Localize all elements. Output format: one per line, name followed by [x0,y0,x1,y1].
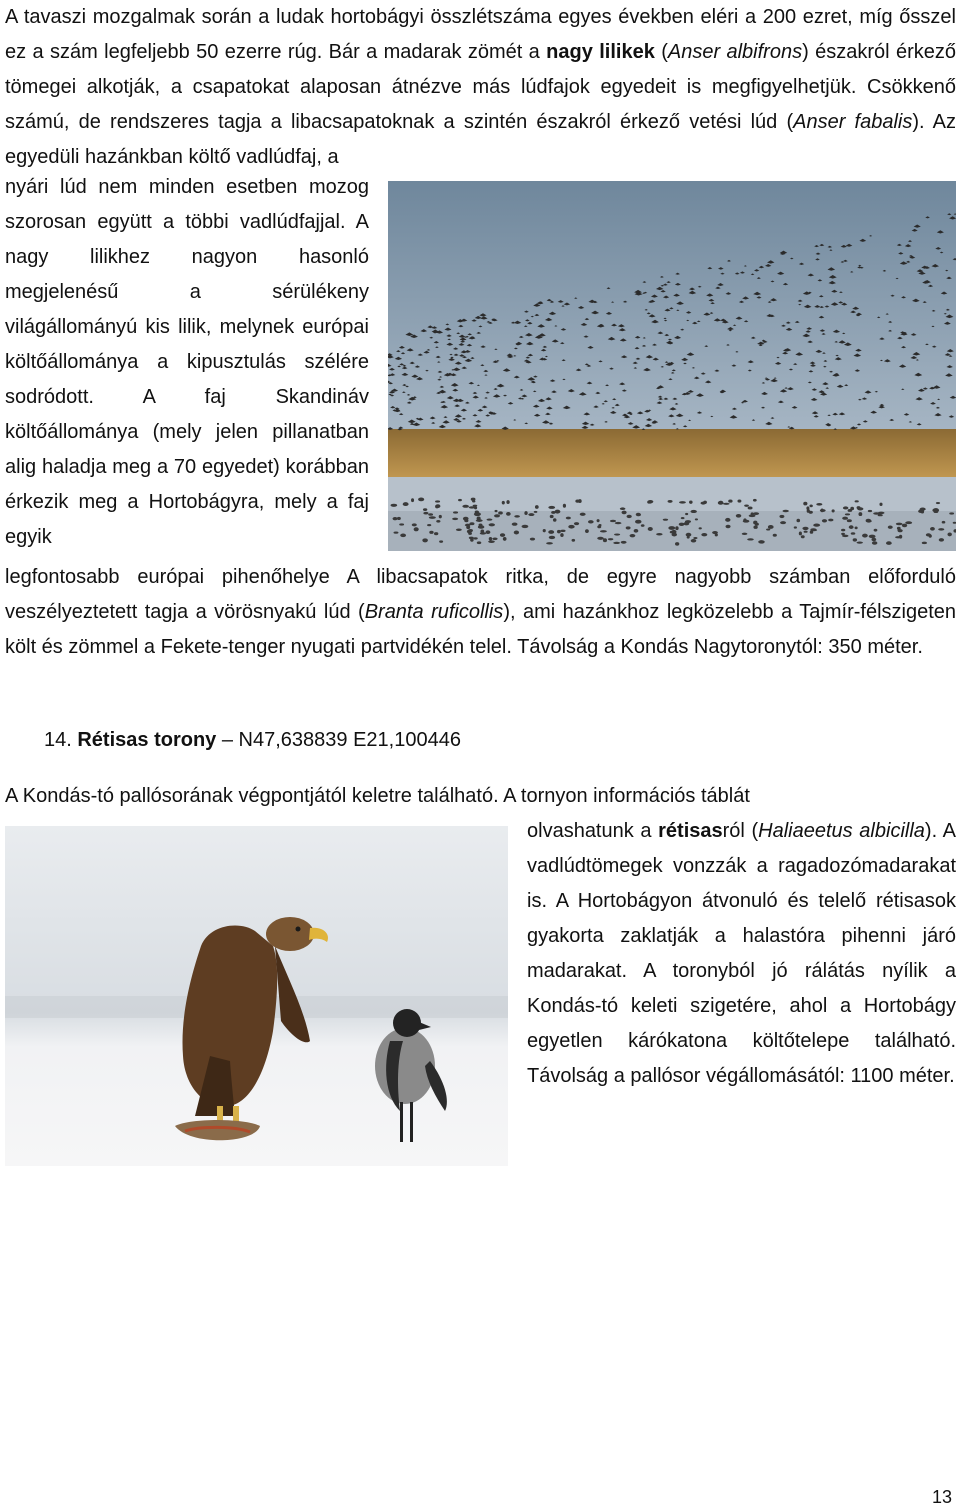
latin-name-haliaeetus-albicilla: Haliaeetus albicilla [758,820,925,842]
section-number: 14. [44,729,78,751]
eagle-and-crow-photo [5,826,508,1166]
paragraph-red-breasted-goose: legfontosabb európai pihenőhelye A libacsapatok ritka, de egyre nagyobb számban előforduló veszélyeztetett tagja a vörösnyakú lúd (Branta ruficollis), ami hazánkhoz legközelebb a Tajmír-félszigeten költ és zömmel a Fekete-tenger nyugati partvidékén telel. Távolság a Kondás Nagytoronytól: 350 méter. [5,566,957,658]
page-number: 13 [931,1487,952,1507]
paragraph-tower-location: A Kondás-tó pallósorának végpontjától keletre található. A tornyon információs táblát [5,785,750,807]
latin-name-anser-fabalis: Anser fabalis [793,111,913,133]
bold-term-retisas: rétisas [658,820,723,842]
bold-term-nagy-lilikek: nagy lilikek [546,41,655,63]
paragraph-white-tailed-eagle: olvashatunk a rétisasról (Haliaeetus albicilla). A vadlúdtömegek vonzzák a ragadozómadarakat is. A Hortobágyon átvonuló és telelő rétisasok gyakorta zaklatják a halastóra pihenni járó madarakat. A toronyból jó rálátás nyílik a Kondás-tó keleti szigetére, ahol a Hortobágy egyetlen kárókatona költőtelepe található. Távolság a pallósor végállomásától: 1100 méter. [527,820,956,1087]
paragraph-geese-intro: A tavaszi mozgalmak során a ludak hortobágyi összlétszáma egyes években eléri a 200 ezret, míg ősszel ez a szám legfeljebb 50 ezerre rúg. Bár a madarak zömét a nagy lilikek (Anser albifrons) északról érkező tömegei alkotják, a csapatokat alaposan átnézve más lúdfajok egyedeit is megfigyelhetjük. Csökkenő számú, de rendszeres tagja a libacsapatoknak a szintén északról érkező vetési lúd (Anser fabalis). Az egyedüli hazánkban költő vadlúdfaj, a [5,6,956,168]
latin-name-branta-ruficollis: Branta ruficollis [364,601,504,623]
geese-flock-photo [388,181,956,551]
section-title: Rétisas torony [77,729,217,751]
latin-name-anser-albifrons: Anser albifrons [667,41,803,63]
paragraph-greylag-column: nyári lúd nem minden esetben mozog szorosan együtt a többi vadlúdfajjal. A nagy lilikhez nagyon hasonló megjelenésű a sérülékeny világállományú kis lilik, melynek európai költőállománya a kipusztulás szélére sodródott. A faj Skandináv költőállománya (mely jelen pillanatban alig haladja meg a 70 egyedet) korábban érkezik meg a Hortobágyra, mely a faj egyik [5,176,369,548]
section-coordinates: – N47,638839 E21,100446 [216,729,461,751]
section-heading [44,725,461,755]
